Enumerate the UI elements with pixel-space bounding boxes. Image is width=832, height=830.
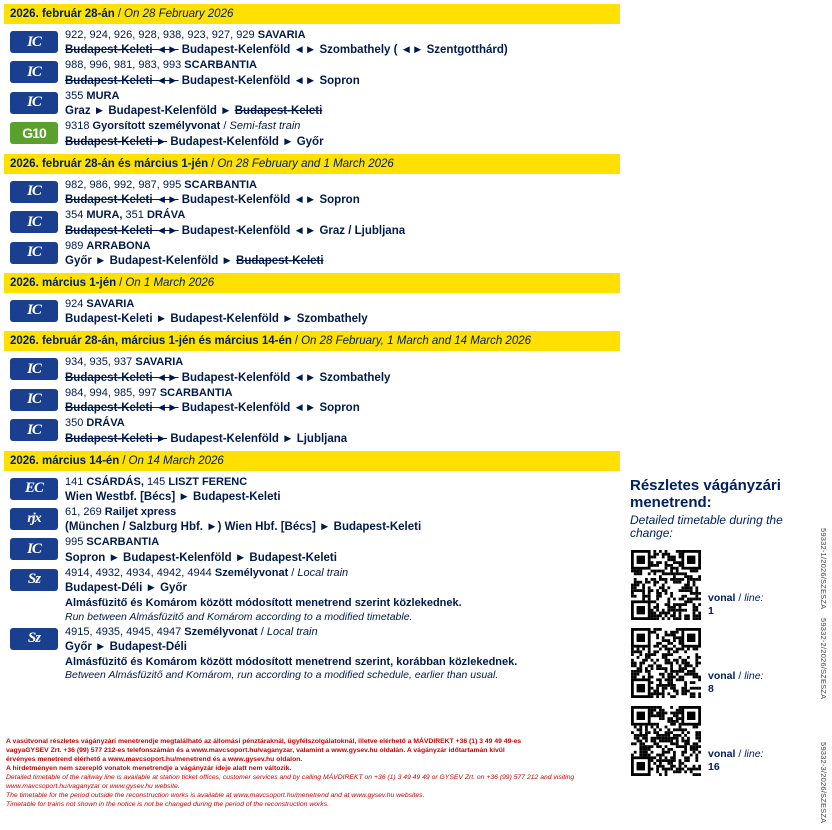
route-cancelled-segment-after: Budapest-Keleti [234, 105, 323, 118]
panel-subtitle: Detailed timetable during the change: [630, 512, 783, 541]
qr-list [630, 549, 815, 775]
qr-entry [630, 627, 815, 697]
route-cancelled-segment-after: Budapest-Keleti [236, 254, 324, 267]
train-name: SAVARIA [257, 29, 306, 41]
section-header-separator: / [294, 335, 299, 348]
route-active-segment: Budapest-Kelenföld ◄► Sopron [181, 402, 360, 415]
footer-line-7: The timetable for the period outside the reconstruction works is available at www.mavcsoport.hu/menetrend and at www.gysev.hu websites. [6, 792, 425, 800]
train-numbers: 989 [65, 239, 84, 252]
row-note-en: Run between Almásfüzitő and Komárom according to a modified timetable. [65, 610, 413, 623]
train-route [65, 43, 508, 57]
train-numbers: 61, 269 [65, 506, 102, 519]
train-route [65, 490, 281, 504]
footer-line-8: Timetable for trains not shown in the notice is not be changed during the period of the reconstruction works. [6, 801, 329, 809]
train-row-text [65, 209, 405, 237]
eurocity-icon: EC [10, 478, 58, 500]
train-row [4, 208, 620, 238]
train-route [65, 401, 360, 415]
section-header-hu: 2026. március 14-én [10, 454, 120, 467]
route-active-segment: Győr ► Budapest-Kelenföld ► [65, 254, 233, 267]
qr-line-label [708, 748, 763, 775]
train-name-en: Semi-fast train [229, 120, 301, 133]
train-name: SCARBANTIA [184, 59, 258, 72]
train-row [4, 505, 620, 535]
panel-title: Részletes vágányzári menetrend: [630, 477, 781, 511]
route-active-segment: Budapest-Kelenföld ► Ljubljana [170, 432, 348, 445]
qr-label-hu: vonal [708, 670, 736, 682]
train-route [65, 312, 368, 326]
train-name: Személyvonat [214, 566, 289, 579]
train-row-text [65, 298, 368, 326]
intercity-icon: IC [10, 31, 58, 53]
train-row [4, 239, 620, 269]
intercity-icon: IC [10, 242, 58, 264]
train-route [65, 135, 324, 149]
section-header-en: On 14 March 2026 [128, 454, 224, 467]
route-cancelled-segment: Budapest-Keleti ◄► [65, 74, 179, 87]
section-header-en: On 28 February, 1 March and 14 March 2026 [301, 335, 532, 348]
doc-code-2: 59332-2/2026/SZESZA [819, 618, 828, 700]
qr-code-icon[interactable] [630, 549, 700, 619]
intercity-icon: IC [10, 538, 58, 560]
train-numbers-and-name [65, 240, 324, 253]
route-cancelled-segment: Budapest-Keleti ◄► [65, 371, 179, 384]
train-name-en: Local train [297, 566, 349, 579]
train-name: Railjet xpress [104, 506, 177, 519]
train-numbers: 354 [65, 209, 84, 222]
train-numbers: 934, 935, 937 [65, 356, 133, 369]
train-numbers-secondary: 351 [125, 209, 144, 222]
footer-line-5: Detailed timetable of the railway line is available at station ticket offices, customer services and by calling MÁVDIREKT on +36 (1) 3 49 49 49 or GYSEV Zrt. on +36 (99) 577 212 and visiting [6, 774, 575, 782]
train-numbers-and-name [65, 536, 337, 549]
detailed-timetable-panel [630, 478, 815, 775]
train-numbers-and-name: 9318 Gyorsított személyvonat / Semi-fast train [65, 120, 301, 133]
route-active-segment: Budapest-Kelenföld ◄► Szombathely [181, 371, 391, 384]
section-header [4, 4, 620, 24]
train-name: SAVARIA [135, 356, 184, 369]
intercity-icon: IC [10, 300, 58, 322]
train-numbers: 9318 [65, 120, 90, 133]
route-cancelled-segment: Budapest-Keleti ◄► [65, 44, 179, 57]
train-name-secondary: DRÁVA [146, 209, 186, 222]
section-header-hu: 2026. március 1-jén [10, 276, 117, 289]
section-header [4, 154, 620, 174]
qr-label-en: line: [744, 748, 764, 760]
train-numbers-and-name: 4914, 4932, 4934, 4942, 4944 Személyvonat / Local train [65, 566, 349, 579]
qr-line-number: 1 [708, 604, 714, 617]
section-header-en: On 28 February and 1 March 2026 [217, 157, 394, 170]
section-header-separator: / [122, 454, 126, 467]
train-row [4, 178, 620, 208]
footer-line-2: vagyaGYSEV Zrt. +36 (99) 577 212-es telefonszámán és a www.mavcsoport.hu/vaganyzar, valamint a www.gysev.hu oldalán. A vágányzár időtartamán kívül [6, 747, 505, 755]
train-numbers-and-name [65, 506, 421, 519]
train-row-text [65, 536, 337, 564]
intercity-icon: IC [10, 419, 58, 441]
route-active-segment: Budapest-Kelenföld ◄► Sopron [181, 194, 360, 207]
train-numbers-and-name [65, 209, 405, 222]
footer-legal-text [6, 737, 616, 809]
train-numbers: 922, 924, 926, 928, 938, 923, 927, 929 [65, 29, 255, 41]
train-row [4, 475, 620, 505]
qr-entry [630, 705, 815, 775]
train-numbers-secondary: 145 [146, 475, 166, 488]
train-numbers: 924 [65, 297, 84, 310]
train-name: Gyorsított személyvonat [92, 120, 221, 133]
train-name: Személyvonat [184, 625, 258, 638]
train-numbers: 350 [65, 417, 84, 430]
train-numbers: 984, 994, 985, 997 [65, 386, 157, 399]
train-row-text [65, 90, 322, 118]
train-route [65, 193, 360, 207]
route-active-segment: Budapest-Kelenföld ◄► Sopron [181, 74, 360, 87]
train-row-text [65, 567, 462, 624]
train-name-secondary: LISZT FERENC [168, 475, 248, 488]
local-train-icon: Sz [10, 569, 58, 591]
route-active-segment: Budapest-Déli ► Győr [65, 582, 187, 595]
row-note-hu: Almásfüzitő és Komárom között módosított menetrend szerint, korábban közlekednek. [65, 655, 518, 668]
intercity-icon: IC [10, 211, 58, 233]
train-numbers: 4915, 4935, 4945, 4947 [65, 625, 182, 638]
qr-entry [630, 549, 815, 619]
qr-label-en: line: [744, 592, 764, 604]
qr-code-icon[interactable] [630, 627, 700, 697]
train-route [65, 104, 322, 118]
g10-icon: G10 [10, 122, 58, 144]
train-row [4, 89, 620, 119]
train-row-text [65, 387, 360, 415]
train-route [65, 371, 390, 385]
route-cancelled-segment: Budapest-Keleti ► [65, 432, 168, 445]
train-numbers-and-name [65, 29, 508, 42]
train-name: SCARBANTIA [159, 386, 233, 399]
train-route [65, 551, 337, 565]
train-route [65, 432, 347, 446]
train-name: SCARBANTIA [86, 536, 160, 549]
section-rows [4, 26, 620, 154]
section-header-hu: 2026. február 28-án és március 1-jén [10, 157, 209, 170]
route-active-segment: Wien Westbf. [Bécs] ► Budapest-Keleti [65, 491, 281, 504]
train-numbers: 995 [65, 536, 84, 549]
train-numbers-and-name [65, 59, 360, 72]
footer-line-4: A hirdetményen nem szereplő vonatok menetrendje a vágányzár ideje alatt nem változik. [6, 765, 292, 773]
train-row-text [65, 240, 324, 268]
train-name-en: Local train [266, 625, 318, 638]
train-numbers-and-name [65, 387, 360, 400]
train-row-text [65, 356, 390, 384]
train-route [65, 254, 324, 268]
section-header-separator: / [211, 157, 215, 170]
qr-label-hu: vonal [708, 748, 736, 760]
section-header-separator: / [119, 276, 123, 289]
train-route [65, 74, 360, 88]
train-name: MURA [86, 89, 120, 102]
local-train-icon: Sz [10, 628, 58, 650]
doc-code-1: 59332-1/2026/SZESZA [819, 528, 828, 610]
qr-label-separator: / [738, 592, 742, 604]
qr-line-label [708, 670, 763, 697]
train-row [4, 416, 620, 446]
train-row [4, 625, 620, 684]
train-numbers-and-name [65, 179, 360, 192]
train-name: MURA, [86, 209, 123, 222]
row-note-hu: Almásfüzitő és Komárom között módosított menetrend szerint közlekednek. [65, 597, 462, 610]
row-note-en: Between Almásfüzitő and Komárom, run according to a modified schedule, earlier than usual. [65, 669, 499, 682]
intercity-icon: IC [10, 61, 58, 83]
section-rows [4, 473, 620, 688]
qr-line-label [708, 592, 763, 619]
train-row-text [65, 417, 347, 445]
train-route [65, 224, 405, 238]
route-active-segment: (München / Salzburg Hbf. ►) Wien Hbf. [Bécs] ► Budapest-Keleti [65, 521, 422, 534]
train-row-text [65, 29, 508, 57]
train-row [4, 535, 620, 565]
train-name: ARRABONA [86, 239, 151, 252]
train-row-text [65, 179, 360, 207]
train-route [65, 581, 462, 595]
train-name: SCARBANTIA [184, 178, 258, 191]
train-numbers-and-name [65, 417, 347, 430]
train-route [65, 640, 517, 654]
train-numbers-and-name [65, 476, 281, 489]
route-cancelled-segment: Budapest-Keleti ◄► [65, 402, 179, 415]
qr-label-en: line: [744, 670, 764, 682]
qr-line-number: 16 [708, 760, 720, 773]
qr-label-separator: / [738, 748, 742, 760]
train-numbers: 982, 986, 992, 987, 995 [65, 178, 182, 191]
train-numbers-and-name [65, 356, 390, 369]
intercity-icon: IC [10, 389, 58, 411]
section-header-en: On 28 February 2026 [124, 8, 234, 20]
train-row-text [65, 59, 360, 87]
section-header-hu: 2026. február 28-án, március 1-jén és március 14-én [10, 335, 292, 348]
train-numbers: 141 [65, 475, 84, 488]
train-name: SAVARIA [86, 297, 135, 310]
qr-label-hu: vonal [708, 592, 736, 604]
train-numbers-and-name: 4915, 4935, 4945, 4947 Személyvonat / Local train [65, 625, 318, 638]
section-rows [4, 295, 620, 331]
route-active-segment: Budapest-Kelenföld ◄► Szombathely ( ◄► Szentgotthárd) [181, 44, 508, 57]
section-header-hu: 2026. február 28-án [10, 8, 115, 20]
qr-code-icon[interactable] [630, 705, 700, 775]
section-header [4, 273, 620, 293]
train-row [4, 58, 620, 88]
route-active-segment: Budapest-Kelenföld ► Győr [170, 135, 324, 148]
train-numbers: 4914, 4932, 4934, 4942, 4944 [65, 566, 212, 579]
route-cancelled-segment: Budapest-Keleti ► [65, 135, 168, 148]
train-row [4, 119, 620, 149]
qr-line-number: 8 [708, 682, 714, 695]
train-route [65, 520, 421, 534]
footer-line-1: A vasútvonal részletes vágányzári menetrendje megtalálható az állomási pénztáraknál, ügyfélszolgálatoknál, illetve elérhető a MÁVDIREKT +36 (1) 3 49 49 49-es [6, 738, 522, 745]
intercity-icon: IC [10, 358, 58, 380]
section-header [4, 331, 620, 351]
train-row-text [65, 120, 324, 148]
train-row [4, 297, 620, 327]
route-active-segment: Győr ► Budapest-Déli [65, 640, 187, 653]
route-active-segment: Sopron ► Budapest-Kelenföld ► Budapest-Keleti [65, 551, 337, 564]
intercity-icon: IC [10, 92, 58, 114]
train-row [4, 566, 620, 625]
qr-label-separator: / [738, 670, 742, 682]
railjet-icon: rjx [10, 508, 58, 530]
intercity-icon: IC [10, 181, 58, 203]
train-row [4, 355, 620, 385]
section-header-en: On 1 March 2026 [125, 276, 215, 289]
train-numbers-and-name [65, 298, 368, 311]
footer-line-6: www.mavcsoport.hu/vaganyzar or www.gysev.hu website. [6, 783, 180, 791]
doc-code-3: 59332-3/2026/SZESZA [819, 742, 828, 824]
route-active-segment: Graz ► Budapest-Kelenföld ► [65, 105, 232, 118]
route-cancelled-segment: Budapest-Keleti ◄► [65, 224, 179, 237]
train-name: DRÁVA [86, 417, 125, 430]
train-row [4, 28, 620, 58]
train-row-text [65, 626, 517, 683]
train-numbers: 988, 996, 981, 983, 993 [65, 59, 182, 72]
train-row-text [65, 506, 421, 534]
section-header [4, 451, 620, 471]
route-active-segment: Budapest-Keleti ► Budapest-Kelenföld ► Szombathely [65, 313, 368, 326]
train-name: CSÁRDÁS, [86, 475, 144, 488]
route-active-segment: Budapest-Kelenföld ◄► Graz / Ljubljana [181, 224, 406, 237]
section-rows [4, 176, 620, 273]
train-numbers: 355 [65, 89, 84, 102]
footer-line-3: érvényes menetrend elérhető a www.mavcsoport.hu/menetrend és a www.gysev.hu oldalon. [6, 756, 303, 764]
route-cancelled-segment: Budapest-Keleti ◄► [65, 194, 179, 207]
train-row-text [65, 476, 281, 504]
train-numbers-and-name [65, 90, 322, 103]
section-rows [4, 353, 620, 450]
section-header-separator: / [117, 8, 122, 20]
train-row [4, 386, 620, 416]
